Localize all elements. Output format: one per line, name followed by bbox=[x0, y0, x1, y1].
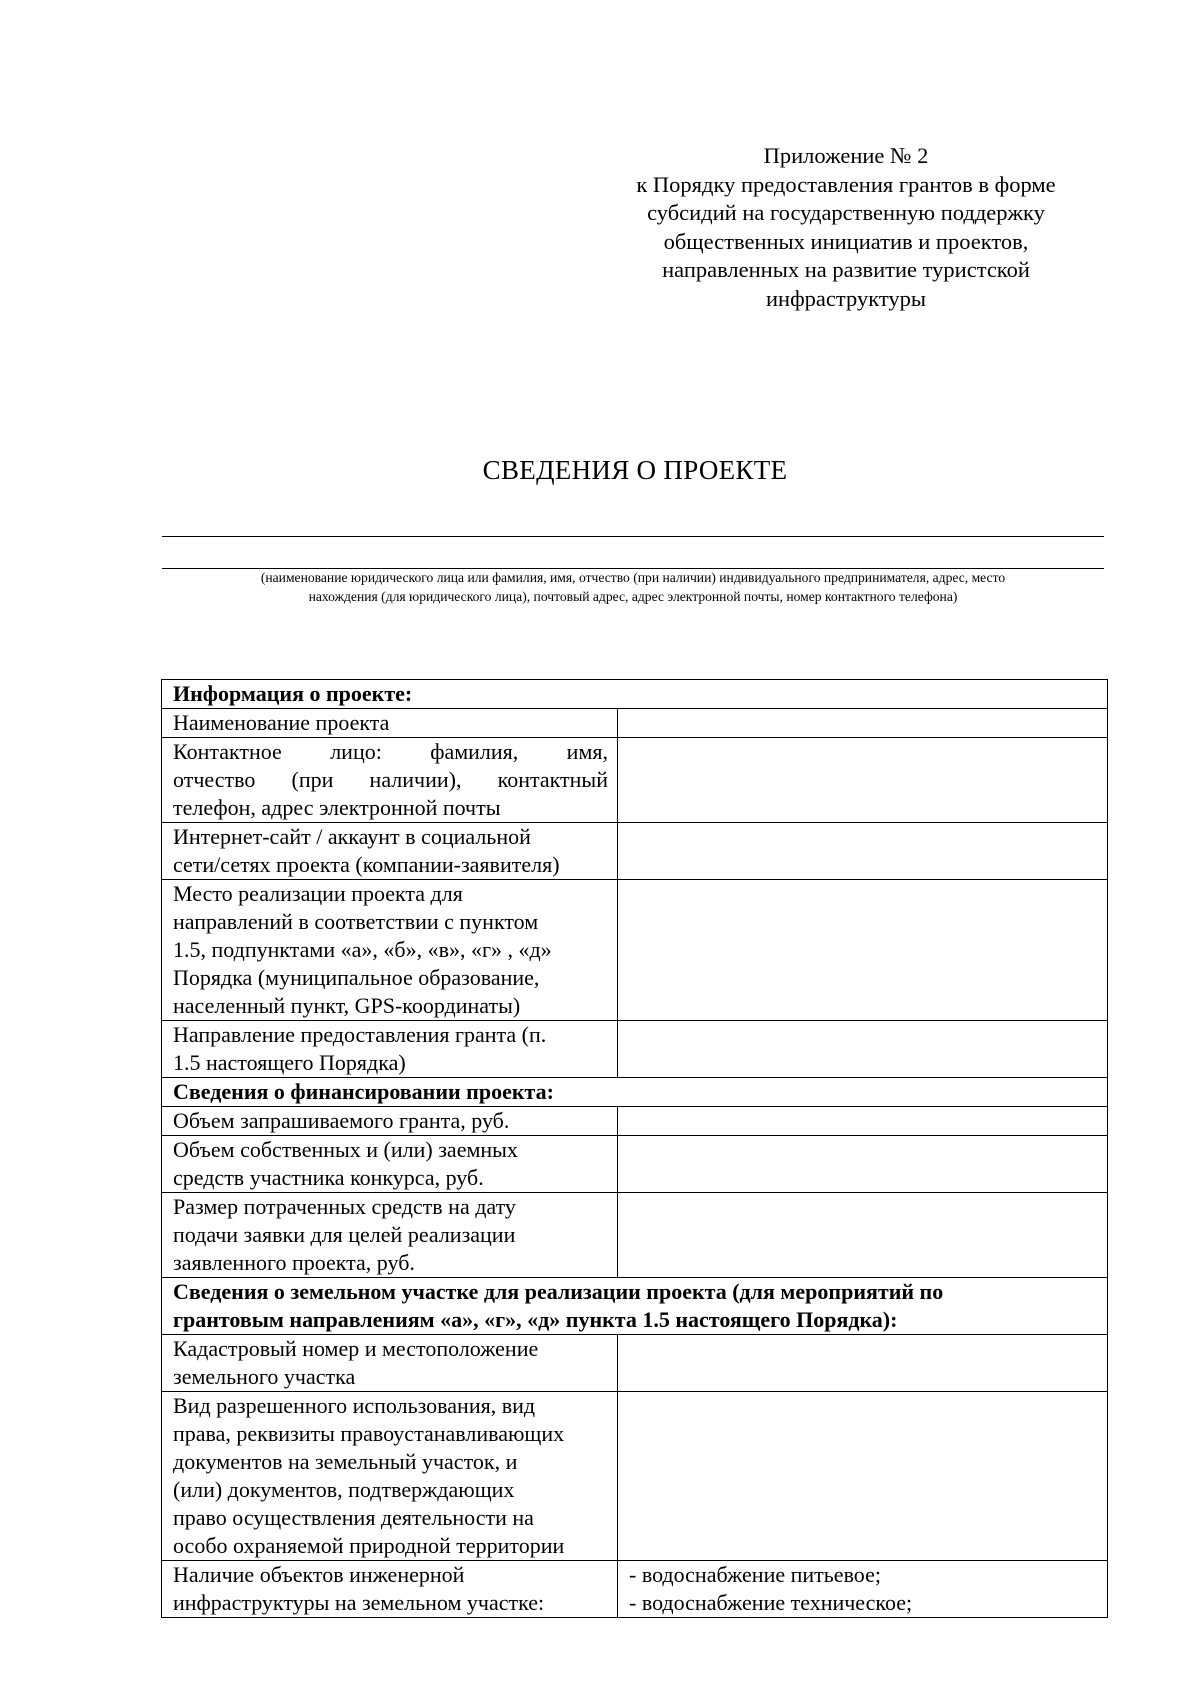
section-land-header: Сведения о земельном участке для реализации проекта (для мероприятий по грантовым направлениям «а», «г», «д» пункта 1.5 настоящего Порядка): bbox=[162, 1278, 1108, 1335]
permitted-use-value-cell[interactable] bbox=[618, 1392, 1108, 1561]
appendix-line: общественных инициатив и проектов, bbox=[663, 228, 1029, 254]
website-value-cell[interactable] bbox=[618, 823, 1108, 880]
caption-line: нахождения (для юридического лица), почтовый адрес, адрес электронной почты, номер контактного телефона) bbox=[308, 588, 958, 604]
table-row bbox=[162, 1561, 1108, 1618]
caption-line: (наименование юридического лица или фамилия, имя, отчество (при наличии) индивидуального предпринимателя, адрес, место bbox=[260, 570, 1006, 585]
engineering-infrastructure-value-cell[interactable] bbox=[618, 1561, 1108, 1618]
project-name-label: Наименование проекта bbox=[162, 709, 618, 738]
appendix-line: субсидий на государственную поддержку bbox=[647, 200, 1045, 225]
project-name-value-cell[interactable] bbox=[618, 709, 1108, 738]
table-row bbox=[162, 1392, 1108, 1561]
spent-funds-value-cell[interactable] bbox=[618, 1193, 1108, 1278]
appendix-line: инфраструктуры bbox=[766, 285, 926, 311]
grant-direction-value-cell[interactable] bbox=[618, 1021, 1108, 1078]
section-row bbox=[162, 1278, 1108, 1335]
page-title: СВЕДЕНИЯ О ПРОЕКТЕ bbox=[482, 455, 788, 485]
project-location-value-cell[interactable] bbox=[618, 880, 1108, 1021]
appendix-line: к Порядку предоставления грантов в форме bbox=[636, 171, 1056, 197]
table-row bbox=[162, 1193, 1108, 1278]
applicant-caption bbox=[162, 569, 1104, 606]
appendix-line: направленных на развитие туристской bbox=[662, 257, 1030, 282]
website-label: Интернет-сайт / аккаунт в социальной сети/сетях проекта (компании-заявителя) bbox=[162, 823, 618, 880]
spent-funds-label: Размер потраченных средств на дату подачи заявки для целей реализации заявленного проекта, руб. bbox=[162, 1193, 618, 1278]
cadastral-number-value-cell[interactable] bbox=[618, 1335, 1108, 1392]
water-supply-technical: - водоснабжение техническое; bbox=[629, 1590, 913, 1615]
table-row bbox=[162, 738, 1108, 823]
section-row bbox=[162, 1078, 1108, 1107]
table-row bbox=[162, 1335, 1108, 1392]
table-row bbox=[162, 1136, 1108, 1193]
section-finance-header: Сведения о финансировании проекта: bbox=[162, 1078, 1108, 1107]
applicant-fill-line-1[interactable] bbox=[162, 536, 1104, 537]
appendix-header bbox=[600, 142, 1092, 313]
project-info-table bbox=[161, 679, 1108, 1618]
table-row bbox=[162, 709, 1108, 738]
table-row bbox=[162, 1107, 1108, 1136]
grant-amount-label: Объем запрашиваемого гранта, руб. bbox=[162, 1107, 618, 1136]
own-funds-value-cell[interactable] bbox=[618, 1136, 1108, 1193]
own-funds-label: Объем собственных и (или) заемных средств участника конкурса, руб. bbox=[162, 1136, 618, 1193]
table-row bbox=[162, 880, 1108, 1021]
grant-direction-label: Направление предоставления гранта (п. 1.5 настоящего Порядка) bbox=[162, 1021, 618, 1078]
project-location-label: Место реализации проекта для направлений в соответствии с пунктом 1.5, подпунктами «а», «б», «в», «г» , «д» Порядка (муниципальное образование, населенный пункт, GPS-координаты) bbox=[162, 880, 618, 1021]
contact-person-label: Контактное лицо: фамилия, имя, отчество (при наличии), контактный телефон, адрес электронной почты bbox=[162, 738, 618, 823]
water-supply-drinking: - водоснабжение питьевое; bbox=[629, 1562, 881, 1587]
cadastral-number-label: Кадастровый номер и местоположение земельного участка bbox=[162, 1335, 618, 1392]
table-row bbox=[162, 823, 1108, 880]
engineering-infrastructure-label: Наличие объектов инженерной инфраструктуры на земельном участке: bbox=[162, 1561, 618, 1618]
section-project-header: Информация о проекте: bbox=[162, 680, 1108, 709]
contact-person-value-cell[interactable] bbox=[618, 738, 1108, 823]
grant-amount-value-cell[interactable] bbox=[618, 1107, 1108, 1136]
permitted-use-label: Вид разрешенного использования, вид права, реквизиты правоустанавливающих документов на земельный участок, и (или) документов, подтверждающих право осуществления деятельности на особо охраняемой природной территории bbox=[162, 1392, 618, 1561]
section-row bbox=[162, 680, 1108, 709]
table-row bbox=[162, 1021, 1108, 1078]
appendix-line: Приложение № 2 bbox=[763, 143, 929, 168]
